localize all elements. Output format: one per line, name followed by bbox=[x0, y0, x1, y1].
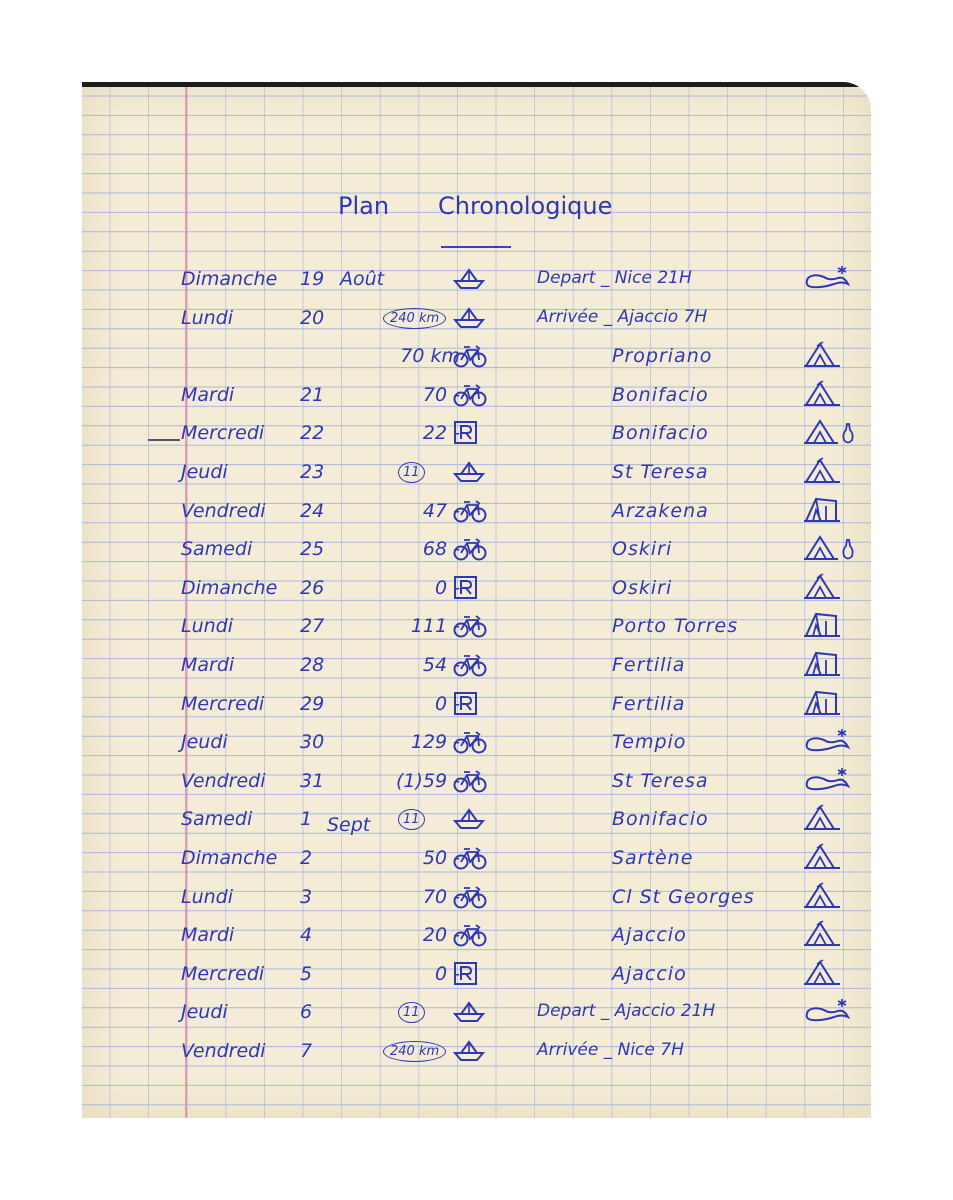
row-date: 19 bbox=[300, 268, 325, 290]
row-destination: Arrivée _ Ajaccio 7H bbox=[537, 306, 708, 327]
row-destination: Depart _ Nice 21H bbox=[537, 268, 692, 288]
row-day: Jeudi bbox=[181, 1001, 228, 1024]
row-date: 4 bbox=[300, 924, 313, 947]
row-km: 22 - bbox=[422, 422, 460, 445]
row-destination: Arzakena bbox=[612, 499, 709, 522]
row-destination: Propriano bbox=[612, 345, 713, 368]
row-destination: Cl St Georges bbox=[612, 885, 755, 908]
row-day: Dimanche bbox=[181, 576, 278, 599]
row-date: 2 bbox=[300, 847, 313, 869]
row-destination: Tempio bbox=[612, 731, 687, 754]
row-km: 240 km bbox=[383, 1041, 446, 1062]
row-date: 6 bbox=[300, 1001, 313, 1024]
row-km: 70 - bbox=[422, 383, 460, 406]
row-km: 0 - bbox=[435, 692, 460, 715]
row-km: 111 - bbox=[410, 615, 460, 638]
row-destination: Ajaccio bbox=[612, 924, 687, 947]
row-day: Lundi bbox=[181, 885, 234, 908]
row-km: 11 bbox=[398, 1002, 425, 1023]
row-destination: Depart _ Ajaccio 21H bbox=[537, 1001, 716, 1022]
row-km: 50 - bbox=[422, 847, 460, 869]
row-destination: Fertilia bbox=[612, 692, 686, 715]
row-day: Dimanche bbox=[181, 268, 278, 290]
title-plan: Plan bbox=[338, 192, 390, 220]
row-destination: Arrivée _ Nice 7H bbox=[537, 1040, 684, 1060]
row-date: 3 bbox=[300, 885, 313, 908]
tent-icon bbox=[802, 457, 842, 489]
row-day: Mercredi bbox=[181, 692, 265, 715]
row-destination: Oskiri bbox=[612, 538, 673, 561]
row-km: 11 bbox=[398, 462, 425, 483]
bicycle-icon bbox=[452, 382, 488, 412]
row-day: Mercredi bbox=[181, 962, 265, 985]
row-day: Jeudi bbox=[181, 461, 228, 483]
row-km: 68 - bbox=[422, 538, 460, 561]
title-underline bbox=[441, 246, 511, 248]
row-date: 25 bbox=[300, 538, 325, 561]
rest-icon bbox=[452, 420, 480, 450]
tent-icon bbox=[802, 341, 842, 373]
tent-icon bbox=[802, 804, 842, 836]
row-date: 7 bbox=[300, 1040, 313, 1062]
bicycle-icon bbox=[452, 768, 488, 798]
row-day: Vendredi bbox=[181, 769, 266, 792]
row-date: 22 bbox=[300, 422, 325, 445]
ship-icon bbox=[802, 264, 852, 296]
row-date: 20 bbox=[300, 306, 325, 329]
row-day: Dimanche bbox=[181, 847, 278, 869]
boat-icon bbox=[452, 305, 486, 333]
ship-icon bbox=[802, 997, 852, 1029]
bicycle-icon bbox=[452, 729, 488, 759]
hut-icon bbox=[802, 496, 842, 528]
hut-icon bbox=[802, 611, 842, 643]
row-km: 47 - bbox=[422, 499, 460, 522]
row-day: Lundi bbox=[181, 615, 234, 638]
row-day: Mardi bbox=[181, 654, 235, 676]
row-destination: Bonifacio bbox=[612, 808, 709, 831]
title-chronologique: Chronologique bbox=[438, 192, 613, 220]
ship-icon bbox=[802, 766, 852, 798]
row-day: Vendredi bbox=[181, 499, 266, 522]
row-date: 5 bbox=[300, 962, 313, 985]
boat-icon bbox=[452, 806, 486, 834]
row-km: 11 bbox=[398, 809, 425, 830]
row-date: 26 bbox=[300, 576, 325, 599]
row-destination: Sartène bbox=[612, 847, 694, 869]
rest-icon bbox=[452, 575, 480, 605]
row-date: 24 bbox=[300, 499, 325, 522]
bicycle-icon bbox=[452, 652, 488, 682]
stray-pencil-mark bbox=[148, 439, 180, 441]
tent-icon bbox=[802, 843, 842, 875]
row-km: 0 - bbox=[435, 576, 460, 599]
tent-icon bbox=[802, 959, 842, 991]
row-date: 21 bbox=[300, 383, 325, 406]
boat-icon bbox=[452, 999, 486, 1027]
row-day: Mardi bbox=[181, 383, 235, 406]
row-km: 20 - bbox=[422, 924, 460, 947]
row-day: Vendredi bbox=[181, 1040, 266, 1062]
row-destination: Bonifacio bbox=[612, 383, 709, 406]
row-date: 27 bbox=[300, 615, 325, 638]
row-destination: Oskiri bbox=[612, 576, 673, 599]
bicycle-icon bbox=[452, 884, 488, 914]
row-day: Jeudi bbox=[181, 731, 228, 754]
ship-icon bbox=[802, 727, 852, 759]
row-date: 28 bbox=[300, 654, 325, 676]
bicycle-icon bbox=[452, 922, 488, 952]
row-day: Lundi bbox=[181, 306, 234, 329]
rest-icon bbox=[452, 961, 480, 991]
row-month: Sept bbox=[327, 814, 371, 837]
bicycle-icon bbox=[452, 536, 488, 566]
tent-icon bbox=[802, 380, 842, 412]
row-day: Mardi bbox=[181, 924, 235, 947]
row-day: Samedi bbox=[181, 808, 253, 831]
row-km: 70 - bbox=[422, 885, 460, 908]
bicycle-icon bbox=[452, 343, 488, 373]
row-date: 29 bbox=[300, 692, 325, 715]
row-km: 129 - bbox=[410, 731, 460, 754]
row-destination: Bonifacio bbox=[612, 422, 709, 445]
rest-icon bbox=[452, 691, 480, 721]
row-km: (1)59 - bbox=[396, 769, 460, 792]
hut-icon bbox=[802, 650, 842, 682]
row-km: 0 - bbox=[435, 962, 460, 985]
row-day: Mercredi bbox=[181, 422, 265, 445]
page-top-edge bbox=[82, 82, 871, 87]
row-km: 54 - bbox=[422, 654, 460, 676]
boat-icon bbox=[452, 266, 486, 294]
hut-icon bbox=[802, 689, 842, 721]
row-date: 1 bbox=[300, 808, 313, 831]
row-destination: St Teresa bbox=[612, 461, 709, 483]
row-destination: St Teresa bbox=[612, 769, 709, 792]
row-destination: Fertilia bbox=[612, 654, 686, 676]
row-month: Août bbox=[340, 268, 385, 290]
boat-icon bbox=[452, 1038, 486, 1066]
row-day: Samedi bbox=[181, 538, 253, 561]
tent-icon bbox=[802, 573, 842, 605]
row-date: 31 bbox=[300, 769, 325, 792]
tent-bottle-icon bbox=[802, 418, 860, 450]
row-destination: Porto Torres bbox=[612, 615, 739, 638]
row-date: 30 bbox=[300, 731, 325, 754]
tent-icon bbox=[802, 882, 842, 914]
notebook-page bbox=[82, 82, 871, 1118]
bicycle-icon bbox=[452, 498, 488, 528]
boat-icon bbox=[452, 459, 486, 487]
row-km: 70 km bbox=[400, 345, 460, 368]
bicycle-icon bbox=[452, 845, 488, 875]
bicycle-icon bbox=[452, 613, 488, 643]
row-date: 23 bbox=[300, 461, 325, 483]
tent-icon bbox=[802, 920, 842, 952]
row-km: 240 km bbox=[383, 308, 446, 329]
tent-bottle-icon bbox=[802, 534, 860, 566]
row-destination: Ajaccio bbox=[612, 962, 687, 985]
